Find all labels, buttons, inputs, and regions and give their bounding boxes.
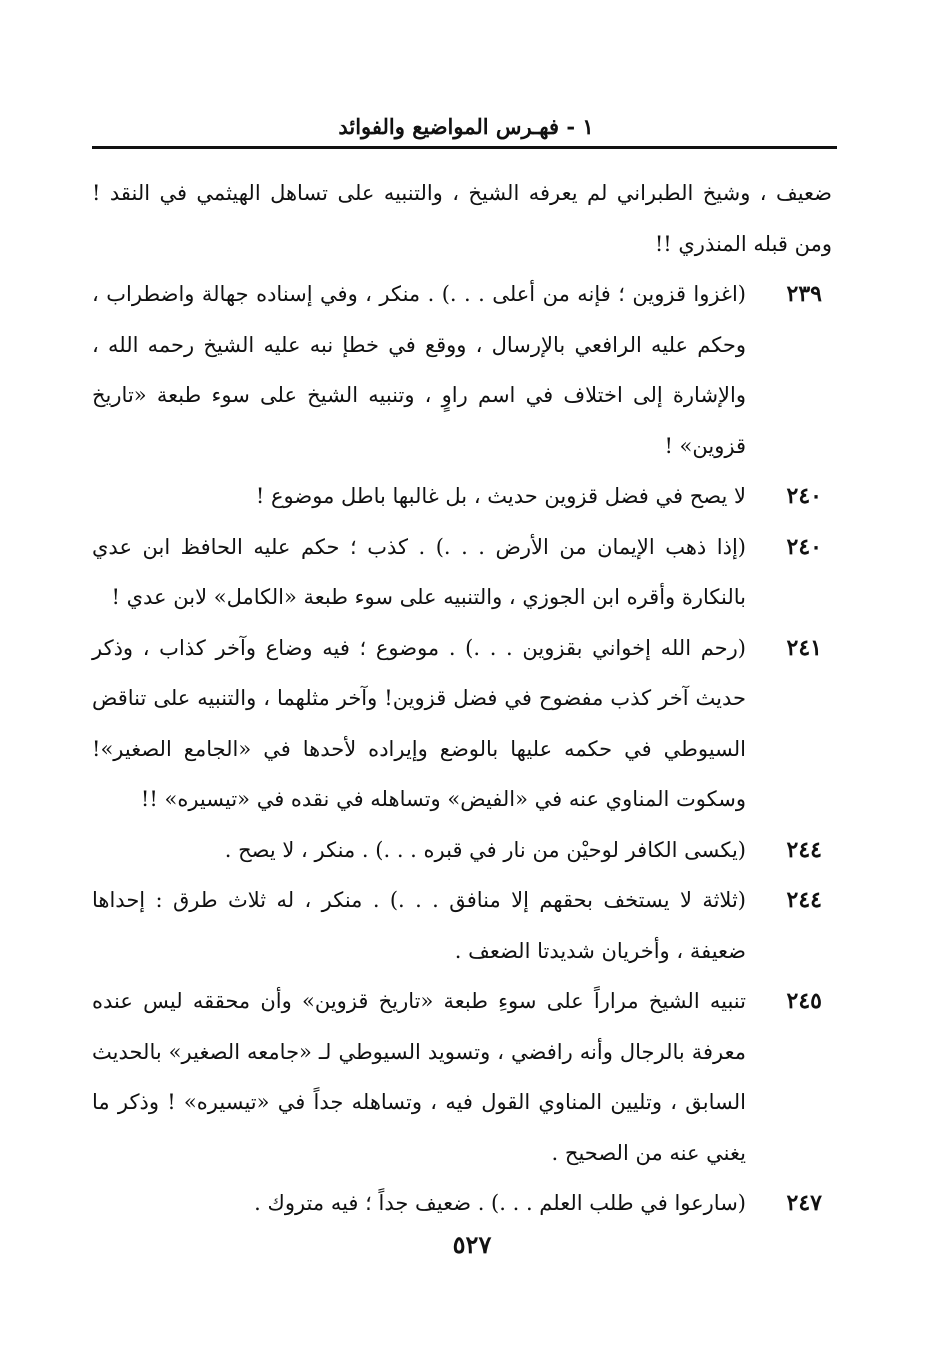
entry-text: (ثلاثة لا يستخف بحقهم إلا منافق . . .) . منكر ، له ثلاث طرق : إحداها ضعيفة ، وأخريان شديدتا الضعف . xyxy=(92,888,746,963)
index-entry xyxy=(92,825,832,876)
entry-page-number: ٢٣٩ xyxy=(786,281,822,307)
index-entry xyxy=(92,875,832,976)
entry-page-number: ٢٤٥ xyxy=(786,988,822,1014)
entry-page-number: ٢٤٠ xyxy=(786,533,822,560)
running-head: ١ - فهـرس المواضيع والفوائد xyxy=(338,114,594,139)
entry-text: (اغزوا قزوين ؛ فإنه من أعلى . . .) . منكر ، وفي إسناده جهالة واضطراب ، وحكم عليه الرافعي بالإرسال ، ووقع في خطإ نبه عليه الشيخ رحمه الله ، والإشارة إلى اختلاف في اسم راوٍ ، وتنبيه الشيخ على سوء طبعة «تاريخ قزوين» ! xyxy=(92,282,746,458)
entry-text: ضعيف ، وشيخ الطبراني لم يعرفه الشيخ ، والتنبيه على تساهل الهيثمي في النقد ! ومن قبله المنذري !! xyxy=(92,181,832,256)
header-rule xyxy=(92,146,837,149)
index-entry-continued xyxy=(92,168,832,269)
entry-page-number: ٢٤١ xyxy=(786,634,822,661)
entry-page-number: ٢٤٤ xyxy=(786,836,822,863)
index-entry xyxy=(92,522,832,623)
index-entry xyxy=(92,623,832,825)
page-number: ٥٢٧ xyxy=(452,1230,492,1259)
index-entry xyxy=(92,269,832,471)
index-entry xyxy=(92,976,832,1178)
entry-page-number: ٢٤٠ xyxy=(786,483,822,509)
entry-page-number: ٢٤٤ xyxy=(786,887,822,913)
entry-text: (سارعوا في طلب العلم . . .) . ضعيف جداً ؛ فيه متروك . xyxy=(254,1191,746,1215)
entry-text: (رحم الله إخواني بقزوين . . .) . موضوع ؛ فيه وضاع وآخر كذاب ، وذكر حديث آخر كذب مفضوح في فضل قزوين! وآخر مثلهما ، والتنبيه على تناقض السيوطي في حكمه عليها بالوضع وإيراده لأحدها في «الجامع الصغير»! وسكوت المناوي عنه في «الفيض» وتساهله في نقده في «تيسيره» !! xyxy=(92,635,746,811)
entry-text: (إذا ذهب الإيمان من الأرض . . .) . كذب ؛ حكم عليه الحافظ ابن عدي بالنكارة وأقره ابن الجوزي ، والتنبيه على سوء طبعة «الكامل» لابن عدي ! xyxy=(92,534,746,609)
entry-text: تنبيه الشيخ مراراً على سوءِ طبعة «تاريخ قزوين» وأن محققه ليس عنده معرفة بالرجال وأنه رافضي ، وتسويد السيوطي لـ «جامعه الصغير» بالحديث السابق ، وتليين المناوي القول فيه ، وتساهله جداً في «تيسيره» ! وذكر ما يغني عنه من الصحيح . xyxy=(92,989,746,1165)
entry-text: (يكسى الكافر لوحيْن من نار في قبره . . .) . منكر ، لا يصح . xyxy=(224,837,746,862)
entry-text: لا يصح في فضل قزوين حديث ، بل غالبها باطل موضوع ! xyxy=(255,484,746,508)
index-entries xyxy=(92,168,832,1229)
index-entry xyxy=(92,1178,832,1229)
entry-page-number: ٢٤٧ xyxy=(786,1190,822,1216)
index-entry xyxy=(92,471,832,522)
